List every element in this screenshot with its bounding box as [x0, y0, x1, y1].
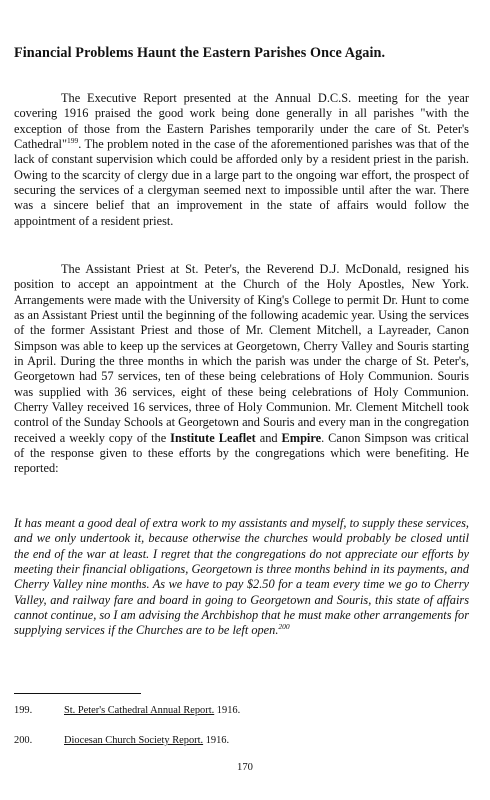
footnote-divider [14, 693, 141, 694]
paragraph-2-text-b: . Canon Simpson was critical of the response given to these efforts by the congregations which were benefiting. He reported: [14, 430, 470, 476]
quote-text: It has meant a good deal of extra work to my assistants and myself, to supply these services, and we only undertook it, because otherwise the churches would probably be closed until the end of the war at least. I regret that the congregations do not appreciate our efforts by meeting their financial obligations, Georgetown is three months behind in its payments, and Cherry Valley nine months. As we have to pay $2.50 for a team every time we go to Cherry Valley, and railway fare and board in going to Georgetown and Souris, this state of affairs cannot continue, so I am advising the Archbishop that he must make other arrangements for supplying services if the Churches are to be left open. [14, 516, 469, 638]
paragraph-1-text-b: . The problem noted in the case of the aforementioned parishes was that of the lack of constant supervision which could be afforded only by a resident priest in the parish. Owing to the scarcity of clergy due in a large part to the ongoing war effort, the prospect of securing the services of a clergyman seemed next to impossible until after the war. There was a sincere belief that an improvement in the state of affairs would follow the appointment of a resident priest. [14, 137, 469, 228]
institute-leaflet-title: Institute Leaflet [170, 430, 256, 445]
paragraph-2 [14, 262, 469, 477]
empire-title: Empire [281, 430, 322, 445]
footnote-ref-200: 200 [278, 622, 290, 632]
footnote-year: 1916. [203, 735, 230, 746]
footnote-ref-199: 199 [67, 135, 79, 145]
paragraph-2-and: and [255, 430, 282, 445]
footnote-199 [14, 705, 240, 716]
block-quote [14, 516, 469, 639]
page-number: 170 [237, 762, 253, 773]
paragraph-1-text-a: The Executive Report presented at the Annual D.C.S. meeting for the year covering 1916 praised the good work being done generally in all parishes "with the exception of those from the Eastern Parishes temporarily under the care of St. Peter's Cathedral" [14, 91, 469, 152]
footnote-number: 199. [14, 705, 33, 716]
footnote-source-title: Diocesan Church Society Report. [64, 735, 204, 746]
footnote-number: 200. [14, 735, 33, 746]
section-heading: Financial Problems Haunt the Eastern Parishes Once Again. [14, 45, 386, 61]
paragraph-1 [14, 91, 469, 229]
footnote-year: 1916. [214, 705, 241, 716]
footnote-source-title: St. Peter's Cathedral Annual Report. [64, 705, 215, 716]
paragraph-2-text-a: The Assistant Priest at St. Peter's, the Reverend D.J. McDonald, resigned his position to accept an appointment at the Church of the Holy Apostles, New York. Arrangements were made with the University of King's College to permit Dr. Hunt to come as an Assistant Priest until the beginning of the following academic year. Using the services of the former Assistant Priest and those of Mr. Clement Mitchell, a Layreader, Canon Simpson was able to keep up the services at Georgetown, Cherry Valley and Souris starting in April. During the three months in which the parish was under the charge of St. Peter's, Georgetown had 57 services, ten of these being celebrations of Holy Communion. Souris was supplied with 36 services, eight of these being celebrations of Holy Communion. Cherry Valley received 16 services, three of Holy Communion. Mr. Clement Mitchell took control of the Sunday Schools at Georgetown and Souris and every man in the congregation received a weekly copy of the [14, 262, 469, 445]
footnote-200 [14, 735, 229, 746]
